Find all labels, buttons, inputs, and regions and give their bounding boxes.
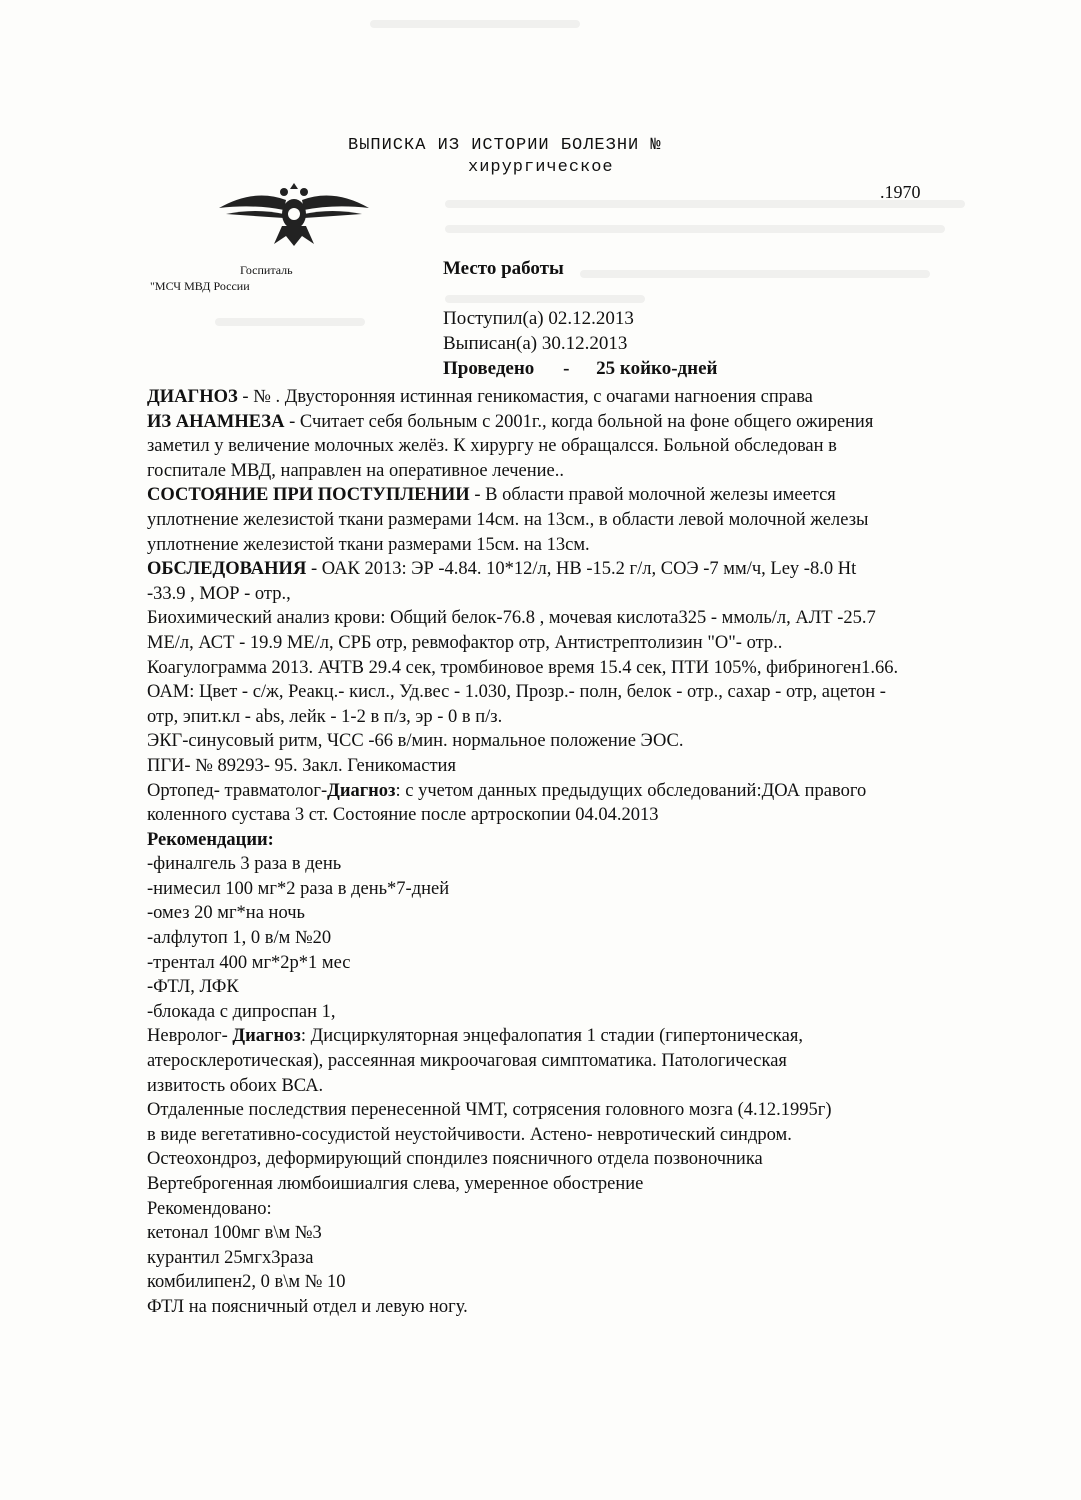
examinations-label: ОБСЛЕДОВАНИЯ xyxy=(147,559,307,580)
redaction-mark xyxy=(370,20,580,28)
redaction-mark xyxy=(445,295,645,303)
neuro-prefix: Невролог- xyxy=(147,1026,233,1047)
department: хирургическое xyxy=(468,158,614,177)
neuro-text: ФТЛ на поясничный отдел и левую ногу. xyxy=(147,1296,468,1317)
neuro-text: в виде вегетативно-сосудистой неустойчивости. Астено- невротический синдром. xyxy=(147,1124,792,1145)
diagnosis-text: - № . Двусторонняя истинная геникомастия, с очагами нагноения справа xyxy=(237,387,813,407)
admission-state-text: - В области правой молочной железы имеется xyxy=(469,485,836,506)
eagle-emblem-icon xyxy=(214,178,374,248)
ortho-prefix: Ортопед- травматолог- xyxy=(147,780,328,801)
ortho-line xyxy=(147,779,1047,804)
examinations-text: МЕ/л, АСТ - 19.9 МЕ/л, СРБ отр, ревмофактор отр, Антистрептолизин "О"- отр.. xyxy=(147,632,783,653)
examinations-text: - ОАК 2013: ЭР -4.84. 10*12/л, НВ -15.2 г/л, СОЭ -7 мм/ч, Ley -8.0 Ht xyxy=(306,559,857,580)
neuro-line xyxy=(147,1024,1047,1049)
recommendation-item: -трентал 400 мг*2р*1 мес xyxy=(147,952,351,973)
redaction-mark xyxy=(580,270,930,278)
examinations-text: ЭКГ-синусовый ритм, ЧСС -66 в/мин. нормальное положение ЭОС. xyxy=(147,731,684,752)
document-body xyxy=(147,385,1047,1320)
admission-state-text: уплотнение железистой ткани размерами 14см. на 13см., в области левой молочной железы xyxy=(147,509,869,530)
diagnosis-line xyxy=(147,385,1047,410)
neuro-text: Рекомендовано: xyxy=(147,1198,272,1219)
examinations-text: отр, эпит.кл - abs, лейк - 1-2 в п/з, эр - 0 в п/з. xyxy=(147,706,503,727)
redaction-mark xyxy=(445,200,965,208)
anamnesis-text: - Считает себя больным с 2001г., когда больной на фоне общего ожирения xyxy=(284,411,874,432)
anamnesis-label: ИЗ АНАМНЕЗА xyxy=(147,411,285,432)
admission-date: Поступил(а) 02.12.2013 xyxy=(443,308,634,329)
anamnesis-text: госпитале МВД, направлен на оперативное лечение.. xyxy=(147,460,565,481)
examinations-text: -33.9 , МОР - отр., xyxy=(147,583,291,604)
neuro-text: комбилипен2, 0 в\м № 10 xyxy=(147,1272,346,1293)
examinations-text: ОАМ: Цвет - с/ж, Реакц.- кисл., Уд.вес - 1.030, Прозр.- полн, белок - отр., сахар - отр, ацетон - xyxy=(147,682,886,703)
birth-year: .1970 xyxy=(880,182,921,202)
recommendation-item: -алфлутоп 1, 0 в/м №20 xyxy=(147,928,332,949)
discharge-date: Выписан(а) 30.12.2013 xyxy=(443,333,628,354)
recommendation-item: -блокада с дипроспан 1, xyxy=(147,1001,336,1022)
examinations-text: ПГИ- № 89293- 95. Закл. Геникомастия xyxy=(147,755,456,776)
document-title: ВЫПИСКА ИЗ ИСТОРИИ БОЛЕЗНИ № xyxy=(348,136,662,155)
anamnesis-line xyxy=(147,410,1047,435)
redaction-mark xyxy=(445,225,945,233)
hospital-name-line2: "МСЧ МВД России xyxy=(150,279,250,293)
bed-days-value: 25 койко-дней xyxy=(596,358,718,379)
neuro-text: Остеохондроз, деформирующий спондилез поясничного отдела позвоночника xyxy=(147,1149,763,1170)
neuro-text: Отдаленные последствия перенесенной ЧМТ, сотрясения головного мозга (4.12.1995г) xyxy=(147,1100,832,1121)
neuro-text: : Дисциркуляторная энцефалопатия 1 стадии (гипертоническая, xyxy=(300,1026,803,1047)
redaction-mark xyxy=(215,318,365,326)
neuro-text: кетонал 100мг в\м №3 xyxy=(147,1223,322,1244)
examinations-line xyxy=(147,557,1047,582)
neuro-text: атеросклеротическая), рассеянная микроочаговая симптоматика. Патологическая xyxy=(147,1051,787,1072)
examinations-text: Коагулограмма 2013. АЧТВ 29.4 сек, тромбиновое время 15.4 сек, ПТИ 105%, фибриноген1.66. xyxy=(147,657,899,678)
recommendations-label: Рекомендации: xyxy=(147,829,274,850)
neuro-text: извитость обоих ВСА. xyxy=(147,1075,324,1096)
diagnosis-label: ДИАГНОЗ xyxy=(147,387,238,407)
workplace-label: Место работы xyxy=(443,258,564,279)
bed-days xyxy=(443,358,718,380)
ortho-text: : с учетом данных предыдущих обследований:ДОА правого xyxy=(395,780,867,801)
ortho-diagnosis-label: Диагноз xyxy=(327,780,396,801)
recommendation-item: -нимесил 100 мг*2 раза в день*7-дней xyxy=(147,878,450,899)
bed-days-label: Проведено xyxy=(443,358,535,379)
admission-state-label: СОСТОЯНИЕ ПРИ ПОСТУПЛЕНИИ xyxy=(147,485,470,506)
ortho-text: коленного сустава 3 ст. Состояние после артроскопии 04.04.2013 xyxy=(147,805,659,826)
anamnesis-text: заметил у величение молочных желёз. К хирургу не обращалсся. Больной обследован в xyxy=(147,436,837,457)
recommendation-item: -ФТЛ, ЛФК xyxy=(147,977,239,998)
neuro-text: Вертеброгенная люмбоишиалгия слева, умеренное обострение xyxy=(147,1174,644,1194)
hospital-name-line1: Госпиталь xyxy=(240,263,293,277)
admission-state-line xyxy=(147,483,1047,508)
recommendation-item: -финалгель 3 раза в день xyxy=(147,854,342,875)
recommendation-item: -омез 20 мг*на ночь xyxy=(147,903,305,924)
neuro-diagnosis-label: Диагноз xyxy=(232,1026,301,1047)
examinations-text: Биохимический анализ крови: Общий белок-76.8 , мочевая кислота325 - ммоль/л, АЛТ -25.7 xyxy=(147,608,876,629)
admission-state-text: уплотнение железистой ткани размерами 15см. на 13см. xyxy=(147,534,590,555)
bed-days-dash: - xyxy=(563,358,570,379)
neuro-text: курантил 25мгх3раза xyxy=(147,1247,314,1268)
